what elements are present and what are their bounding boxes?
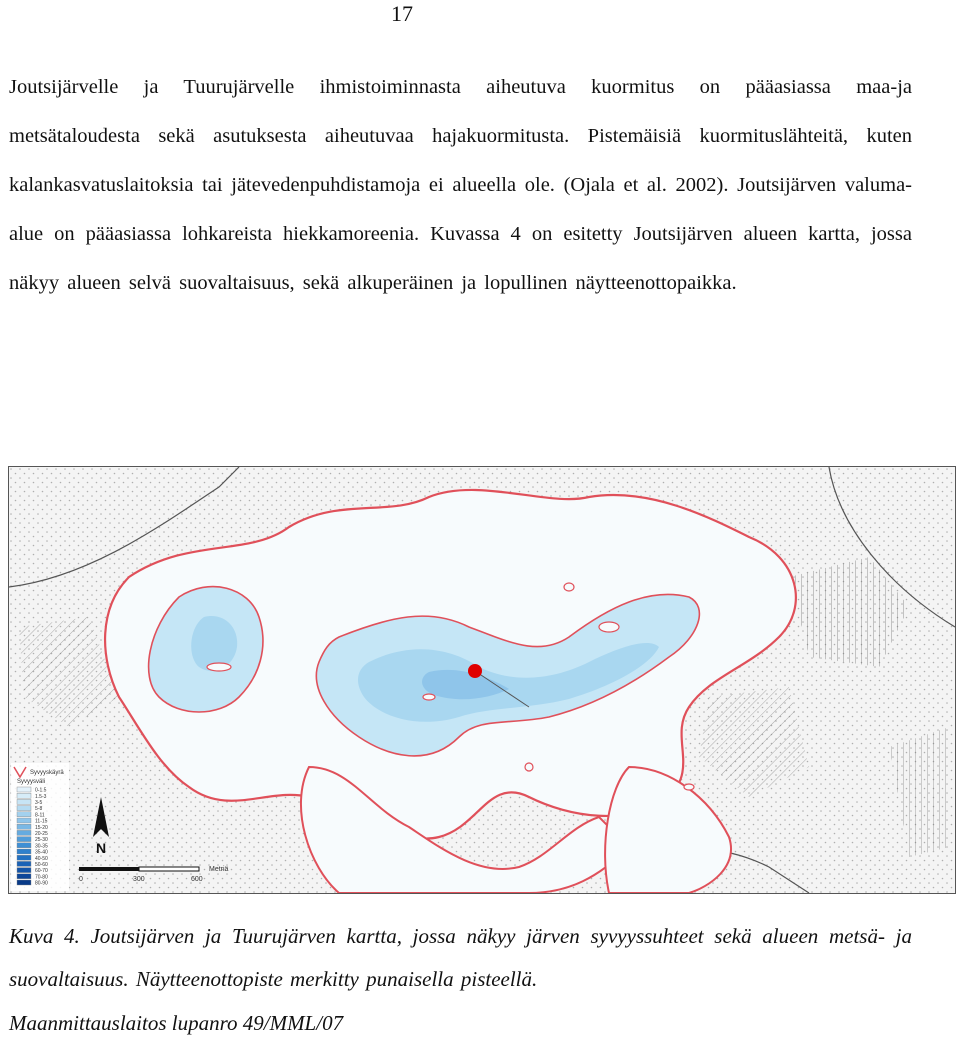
legend-label: 5-8 bbox=[35, 806, 43, 813]
legend-swatch bbox=[17, 824, 31, 829]
legend-label: 50-60 bbox=[35, 862, 48, 868]
legend-label: 70-80 bbox=[35, 874, 48, 881]
north-label: N bbox=[96, 840, 107, 856]
legend-label: 60-70 bbox=[35, 868, 48, 875]
legend-swatch bbox=[17, 793, 31, 798]
map-svg bbox=[9, 467, 955, 893]
legend-title: Syvyyskäyrä bbox=[30, 770, 64, 776]
legend-label: 8-11 bbox=[35, 812, 45, 819]
scale-label: 600 bbox=[191, 876, 203, 883]
island bbox=[684, 784, 694, 790]
island bbox=[599, 622, 619, 632]
legend-swatch bbox=[17, 830, 31, 835]
scale-label: 300 bbox=[133, 876, 145, 883]
legend-swatch bbox=[17, 874, 31, 879]
legend-swatch bbox=[17, 868, 31, 873]
legend-label: 15-20 bbox=[35, 824, 48, 831]
legend-label: 1.5-3 bbox=[35, 793, 47, 800]
scale-label: 0 bbox=[79, 876, 83, 883]
island bbox=[525, 763, 533, 771]
legend-swatch bbox=[17, 855, 31, 860]
legend-label: 3-5 bbox=[35, 800, 43, 806]
legend-swatch bbox=[17, 812, 31, 817]
map-legend bbox=[11, 763, 69, 891]
legend-subtitle: Syvyysväli bbox=[17, 779, 46, 785]
legend-swatch bbox=[17, 880, 31, 885]
legend-swatch bbox=[17, 799, 31, 804]
legend-label: 25-30 bbox=[35, 837, 48, 844]
legend-swatch bbox=[17, 861, 31, 866]
legend-label: 80-90 bbox=[35, 880, 48, 887]
island bbox=[207, 663, 231, 671]
page-number: 17 bbox=[391, 1, 413, 26]
figure-caption: Kuva 4. Joutsijärven ja Tuurujärven kartta, jossa näkyy järven syvyyssuhteet sekä alueen metsä- ja suovaltaisuus. Näytteenottopiste merkitty punaisella pisteellä. bbox=[9, 924, 912, 991]
scale-label: Metriä bbox=[209, 866, 229, 873]
map-credit: Maanmittauslaitos lupanro 49/MML/07 bbox=[9, 1011, 344, 1035]
legend-label: 35-40 bbox=[35, 849, 48, 856]
legend-swatch bbox=[17, 849, 31, 854]
legend-swatch bbox=[17, 787, 31, 792]
legend-swatch bbox=[17, 806, 31, 811]
lake-map bbox=[8, 466, 956, 894]
legend-swatch bbox=[17, 843, 31, 848]
legend-label: 30-35 bbox=[35, 843, 48, 850]
legend-label: 40-50 bbox=[35, 855, 48, 862]
sampling-point bbox=[468, 664, 482, 678]
legend-swatch bbox=[17, 837, 31, 842]
legend-swatch bbox=[17, 818, 31, 823]
legend-label: 11-15 bbox=[35, 818, 48, 825]
legend-label: 20-25 bbox=[35, 831, 48, 837]
body-paragraph: Joutsijärvelle ja Tuurujärvelle ihmistoiminnasta aiheutuva kuormitus on pääasiassa maa-ja metsätaloudesta sekä asutuksesta aiheutuvaa hajakuormitusta. Pistemäisiä kuormituslähteitä, kuten kalankasvatuslaitoksia tai jätevedenpuhdistamoja ei alueella ole. (Ojala et al. 2002). Joutsijärven valuma-alue on pääasiassa lohkareista hiekkamoreenia. Kuvassa 4 on esitetty Joutsijärven alueen kartta, jossa näkyy alueen selvä suovaltaisuus, sekä alkuperäinen ja lopullinen näytteenottopaikka. bbox=[9, 76, 912, 294]
island bbox=[423, 694, 435, 700]
legend-label: 0-1.5 bbox=[35, 787, 47, 794]
island bbox=[564, 583, 574, 591]
